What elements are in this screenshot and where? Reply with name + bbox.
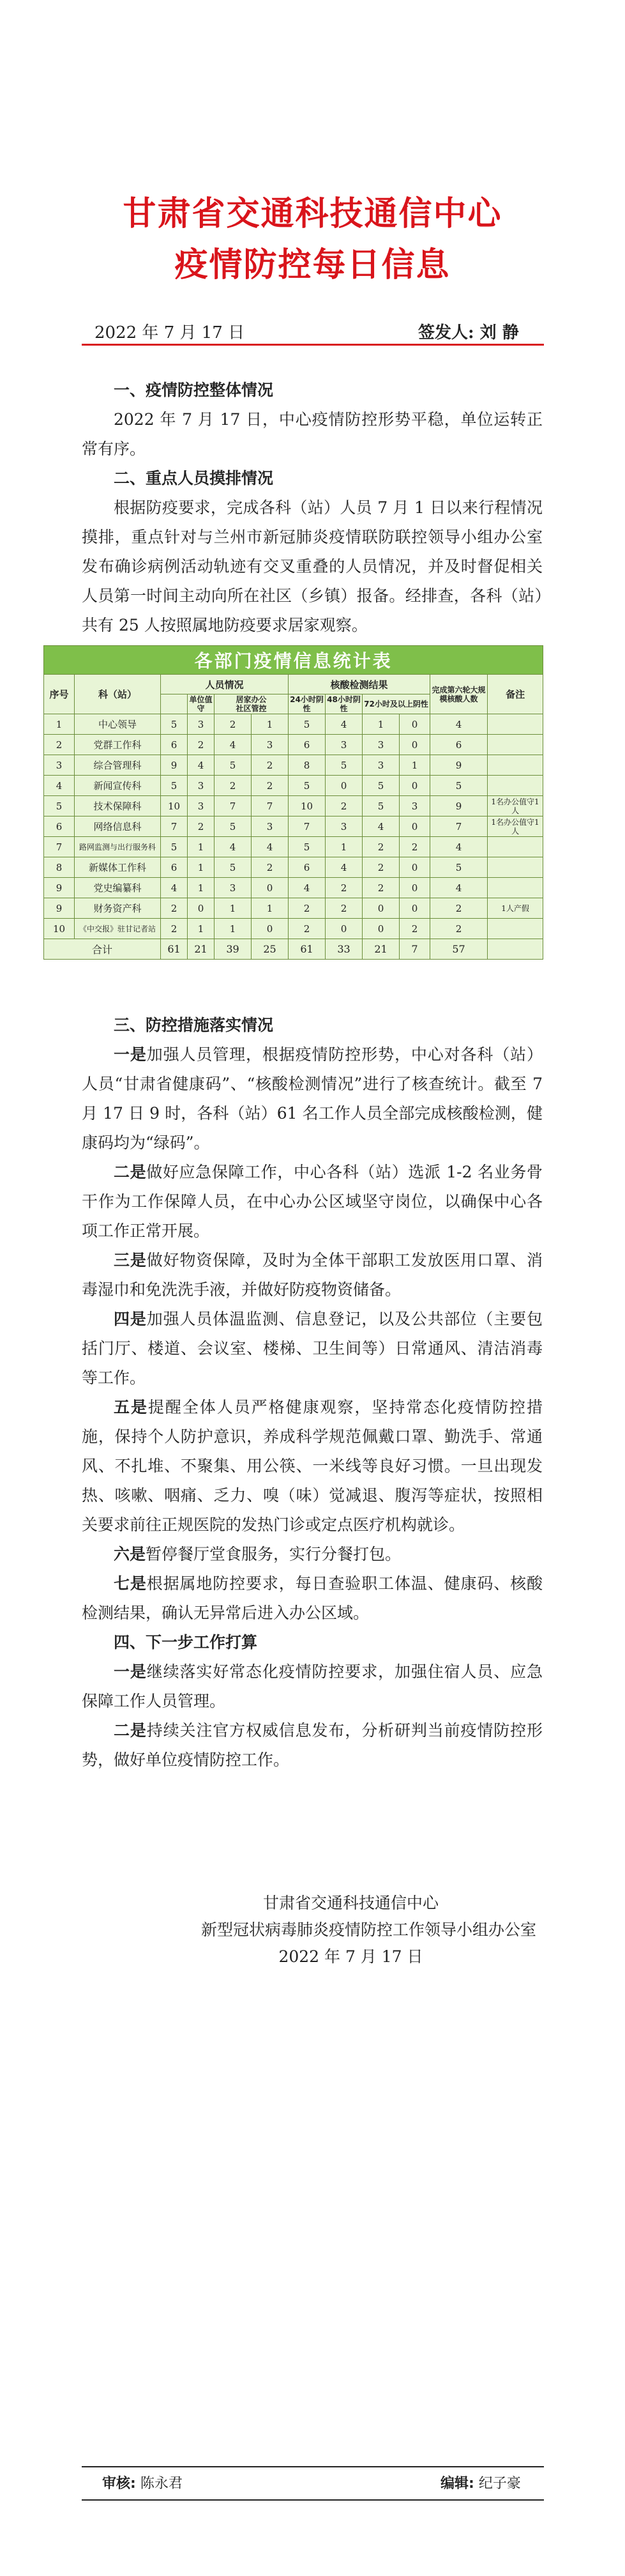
cell-home: 7	[215, 796, 252, 816]
measure-lead: 三是	[114, 1251, 147, 1269]
cell-total: 7	[161, 816, 188, 837]
table-row	[44, 919, 543, 939]
cell-remark	[488, 755, 543, 776]
cell-remark: 1人产假	[488, 898, 543, 919]
total-community: 25	[252, 939, 289, 960]
cell-home: 3	[215, 878, 252, 898]
header-home: 居家办公	[236, 695, 267, 704]
cell-dept: 新媒体工作科	[75, 857, 161, 878]
header-total	[161, 694, 188, 714]
cell-community: 3	[252, 816, 289, 837]
cell-h72: 0	[363, 919, 400, 939]
header-nucleic: 核酸检测结果	[289, 675, 430, 694]
section-4-heading: 四、下一步工作打算	[114, 1633, 258, 1652]
footer-bottom-rule	[82, 2499, 544, 2501]
header-h48: 48小时阴性	[326, 694, 363, 714]
measure-text: 做好物资保障，及时为全体干部职工发放医用口罩、消毒湿巾和免洗洗手液，并做好防疫物资储备。	[82, 1251, 543, 1299]
total-h24: 61	[289, 939, 326, 960]
cell-h24: 2	[289, 898, 326, 919]
cell-unit: 2	[188, 816, 215, 837]
cell-seq: 2	[44, 735, 75, 755]
issue-date: 2022 年 7 月 17 日	[94, 323, 245, 342]
table-row	[44, 776, 543, 796]
measure-lead: 一是	[114, 1045, 147, 1064]
total-sixth: 57	[430, 939, 488, 960]
signer-label: 签发人:	[418, 323, 474, 342]
cell-remark: 1名办公值守1人	[488, 796, 543, 816]
measure-item	[82, 1569, 543, 1628]
cell-other: 2	[400, 837, 430, 857]
cell-sixth: 2	[430, 919, 488, 939]
cell-other: 0	[400, 735, 430, 755]
cell-sixth: 2	[430, 898, 488, 919]
header-sixth: 完成第六轮大规模核酸人数	[430, 675, 488, 714]
cell-other: 3	[400, 796, 430, 816]
cell-h48: 2	[326, 878, 363, 898]
measure-text: 持续关注官方权威信息发布，分析研判当前疫情防控形势，做好单位疫情防控工作。	[82, 1721, 543, 1769]
signer-name: 刘 静	[479, 323, 519, 342]
cell-other: 0	[400, 816, 430, 837]
measure-lead: 六是	[114, 1545, 146, 1563]
footer-org-1: 甘肃省交通科技通信中心	[262, 1894, 439, 1912]
cell-total: 4	[161, 878, 188, 898]
cell-home: 4	[215, 735, 252, 755]
cell-other: 2	[400, 919, 430, 939]
total-h48: 33	[326, 939, 363, 960]
cell-h48: 4	[326, 714, 363, 735]
cell-community: 2	[252, 776, 289, 796]
cell-seq: 9	[44, 898, 75, 919]
measure-text: 提醒全体人员严格健康观察，坚持常态化疫情防控措施，保持个人防护意识，养成科学规范佩戴口罩、勤洗手、常通风、不扎堆、不聚集、用公筷、一米线等良好习惯。一旦出现发热、咳嗽、咽痛、乏力、嗅（味）觉减退、腹泻等症状，按照相关要求前往正规医院的发热门诊或定点医疗机构就诊。	[82, 1398, 543, 1534]
cell-h24: 5	[289, 776, 326, 796]
cell-other: 0	[400, 878, 430, 898]
cell-dept: 中心领导	[75, 714, 161, 735]
cell-dept: 技术保障科	[75, 796, 161, 816]
table-row	[44, 816, 543, 837]
cell-sixth: 5	[430, 776, 488, 796]
footer-top-rule	[82, 2466, 544, 2467]
cell-unit: 1	[188, 857, 215, 878]
total-other: 7	[400, 939, 430, 960]
cell-remark	[488, 714, 543, 735]
measure-item	[82, 1246, 543, 1305]
cell-remark	[488, 837, 543, 857]
table-row	[44, 735, 543, 755]
editor-label: 编辑:	[441, 2476, 474, 2492]
measure-item	[82, 1393, 543, 1540]
total-home: 39	[215, 939, 252, 960]
cell-remark	[488, 776, 543, 796]
cell-total: 2	[161, 919, 188, 939]
cell-unit: 1	[188, 878, 215, 898]
cell-h72: 3	[363, 755, 400, 776]
cell-other: 0	[400, 776, 430, 796]
measure-item	[82, 1040, 543, 1158]
cell-unit: 0	[188, 898, 215, 919]
section-2-text: 根据防疫要求，完成各科（站）人员 7 月 1 日以来行程情况摸排，重点针对与兰州市新冠肺炎疫情联防联控领导小组办公室发布确诊病例活动轨迹有交叉重叠的人员情况，并及时督促相关人员第一时间主动向所在社区（乡镇）报备。经排查，各科（站）共有 25 人按照属地防疫要求居家观察。	[82, 498, 543, 634]
cell-dept: 党史编纂科	[75, 878, 161, 898]
cell-remark	[488, 878, 543, 898]
cell-community: 2	[252, 755, 289, 776]
cell-total: 5	[161, 714, 188, 735]
header-unit: 单位值守	[188, 694, 215, 714]
cell-h48: 3	[326, 735, 363, 755]
header-h24: 24小时阴性	[289, 694, 326, 714]
measure-item	[82, 1305, 543, 1393]
cell-h48: 0	[326, 919, 363, 939]
cell-seq: 5	[44, 796, 75, 816]
table-row	[44, 796, 543, 816]
measure-item	[82, 1716, 543, 1775]
measure-text: 加强人员体温监测、信息登记，以及公共部位（主要包括门厅、楼道、会议室、楼梯、卫生间等）日常通风、清洁消毒等工作。	[82, 1310, 543, 1387]
cell-community: 0	[252, 878, 289, 898]
cell-seq: 8	[44, 857, 75, 878]
measure-lead: 二是	[114, 1721, 147, 1740]
table-row	[44, 714, 543, 735]
header-h72: 72小时及以上阴性	[363, 694, 430, 714]
cell-dept: 《中交报》驻甘记者站	[75, 919, 161, 939]
total-remark	[488, 939, 543, 960]
cell-dept: 财务资产科	[75, 898, 161, 919]
cell-h72: 3	[363, 735, 400, 755]
cell-unit: 1	[188, 837, 215, 857]
cell-h24: 5	[289, 837, 326, 857]
measure-item	[82, 1158, 543, 1246]
cell-sixth: 4	[430, 714, 488, 735]
cell-home: 5	[215, 755, 252, 776]
cell-community: 2	[252, 857, 289, 878]
cell-seq: 6	[44, 816, 75, 837]
stats-table	[43, 645, 543, 960]
measure-text: 暂停餐厅堂食服务，实行分餐打包。	[146, 1545, 402, 1563]
cell-total: 9	[161, 755, 188, 776]
total-unit: 21	[188, 939, 215, 960]
cell-other: 0	[400, 714, 430, 735]
cell-unit: 3	[188, 714, 215, 735]
table-total-row	[44, 939, 543, 960]
cell-h24: 6	[289, 857, 326, 878]
header-dept: 科（站）	[75, 675, 161, 714]
cell-home: 4	[215, 837, 252, 857]
footer-org-2: 新型冠状病毒肺炎疫情防控工作领导小组办公室	[200, 1920, 536, 1939]
section-2-heading: 二、重点人员摸排情况	[114, 469, 274, 487]
cell-h24: 10	[289, 796, 326, 816]
cell-dept: 党群工作科	[75, 735, 161, 755]
section-3-and-4	[82, 1011, 543, 1775]
cell-remark	[488, 857, 543, 878]
cell-unit: 4	[188, 755, 215, 776]
table-caption: 各部门疫情信息统计表	[44, 646, 543, 675]
cell-home: 1	[215, 919, 252, 939]
cell-sixth: 6	[430, 735, 488, 755]
cell-dept: 网络信息科	[75, 816, 161, 837]
editor-name: 纪子豪	[478, 2476, 521, 2492]
table-row	[44, 898, 543, 919]
cell-total: 6	[161, 735, 188, 755]
measure-item	[82, 1657, 543, 1716]
header-remark: 备注	[488, 675, 543, 714]
section-3-heading: 三、防控措施落实情况	[114, 1016, 274, 1034]
section-1-and-2	[82, 376, 543, 640]
cell-remark	[488, 735, 543, 755]
total-label: 合计	[44, 939, 161, 960]
cell-h72: 5	[363, 776, 400, 796]
cell-dept: 综合管理科	[75, 755, 161, 776]
cell-remark: 1名办公值守1人	[488, 816, 543, 837]
cell-h72: 0	[363, 898, 400, 919]
cell-community: 3	[252, 735, 289, 755]
document-title-line2: 疫情防控每日信息	[174, 246, 451, 284]
cell-h48: 2	[326, 898, 363, 919]
cell-h24: 7	[289, 816, 326, 837]
cell-h48: 4	[326, 857, 363, 878]
cell-unit: 1	[188, 919, 215, 939]
measure-text: 根据属地防控要求，每日查验职工体温、健康码、核酸检测结果，确认无异常后进入办公区域。	[82, 1574, 543, 1622]
cell-h72: 2	[363, 878, 400, 898]
cell-h48: 1	[326, 837, 363, 857]
cell-unit: 3	[188, 796, 215, 816]
cell-h48: 2	[326, 796, 363, 816]
signer	[418, 319, 519, 343]
editor	[441, 2472, 521, 2492]
header-divider	[82, 344, 544, 346]
cell-h24: 8	[289, 755, 326, 776]
cell-other: 1	[400, 755, 430, 776]
cell-community: 4	[252, 837, 289, 857]
cell-h24: 6	[289, 735, 326, 755]
cell-h72: 1	[363, 714, 400, 735]
header-community: 社区管控	[236, 704, 267, 713]
header-home-community	[215, 694, 289, 714]
cell-total: 5	[161, 837, 188, 857]
cell-h72: 4	[363, 816, 400, 837]
cell-h72: 2	[363, 837, 400, 857]
cell-sixth: 7	[430, 816, 488, 837]
section-4-items	[82, 1657, 543, 1775]
document-title-line1: 甘肃省交通科技通信中心	[123, 195, 502, 233]
cell-h72: 2	[363, 857, 400, 878]
cell-remark	[488, 919, 543, 939]
cell-sixth: 4	[430, 878, 488, 898]
cell-home: 5	[215, 857, 252, 878]
cell-community: 0	[252, 919, 289, 939]
cell-seq: 10	[44, 919, 75, 939]
cell-h48: 5	[326, 755, 363, 776]
cell-other: 0	[400, 857, 430, 878]
cell-sixth: 9	[430, 755, 488, 776]
cell-h24: 5	[289, 714, 326, 735]
measure-lead: 四是	[114, 1310, 147, 1328]
total-h72: 21	[363, 939, 400, 960]
measure-text: 继续落实好常态化疫情防控要求，加强住宿人员、应急保障工作人员管理。	[82, 1662, 543, 1710]
reviewer-name: 陈永君	[140, 2476, 183, 2492]
cell-sixth: 9	[430, 796, 488, 816]
cell-seq: 1	[44, 714, 75, 735]
section-1-heading: 一、疫情防控整体情况	[114, 381, 274, 399]
table-row	[44, 878, 543, 898]
measure-lead: 七是	[114, 1574, 147, 1593]
cell-unit: 3	[188, 776, 215, 796]
cell-home: 2	[215, 714, 252, 735]
table-row	[44, 837, 543, 857]
cell-total: 10	[161, 796, 188, 816]
reviewer	[102, 2472, 183, 2492]
cell-community: 1	[252, 898, 289, 919]
footer-date: 2022 年 7 月 17 日	[278, 1947, 423, 1966]
cell-h48: 3	[326, 816, 363, 837]
measure-text: 做好应急保障工作，中心各科（站）选派 1-2 名业务骨干作为工作保障人员，在中心办公区域坚守岗位，以确保中心各项工作正常开展。	[82, 1163, 543, 1240]
reviewer-label: 审核:	[102, 2476, 136, 2492]
total-total: 61	[161, 939, 188, 960]
cell-sixth: 4	[430, 837, 488, 857]
cell-h72: 5	[363, 796, 400, 816]
table-body	[44, 714, 543, 960]
cell-home: 1	[215, 898, 252, 919]
section-3-items	[82, 1040, 543, 1628]
cell-home: 5	[215, 816, 252, 837]
cell-sixth: 5	[430, 857, 488, 878]
cell-seq: 9	[44, 878, 75, 898]
table-row	[44, 755, 543, 776]
cell-h24: 4	[289, 878, 326, 898]
measure-text: 加强人员管理，根据疫情防控形势，中心对各科（站）人员“甘肃省健康码”、“核酸检测情况”进行了核查统计。截至 7 月 17 日 9 时，各科（站）61 名工作人员全部完成核酸检测，健康码均为“绿码”。	[82, 1045, 543, 1152]
cell-h48: 0	[326, 776, 363, 796]
header-seq: 序号	[44, 675, 75, 714]
section-1-text: 2022 年 7 月 17 日，中心疫情防控形势平稳，单位运转正常有序。	[82, 410, 543, 458]
cell-unit: 2	[188, 735, 215, 755]
cell-community: 1	[252, 714, 289, 735]
measure-item	[82, 1540, 543, 1569]
cell-h24: 2	[289, 919, 326, 939]
cell-total: 5	[161, 776, 188, 796]
cell-total: 6	[161, 857, 188, 878]
measure-lead: 二是	[114, 1163, 147, 1181]
cell-dept: 路网监测与出行服务科	[75, 837, 161, 857]
cell-dept: 新闻宣传科	[75, 776, 161, 796]
cell-seq: 4	[44, 776, 75, 796]
table-row	[44, 857, 543, 878]
header-personnel: 人员情况	[161, 675, 289, 694]
measure-lead: 一是	[114, 1662, 147, 1681]
measure-lead: 五是	[114, 1398, 148, 1416]
cell-seq: 3	[44, 755, 75, 776]
cell-community: 7	[252, 796, 289, 816]
cell-other: 0	[400, 898, 430, 919]
cell-total: 2	[161, 898, 188, 919]
cell-home: 2	[215, 776, 252, 796]
cell-seq: 7	[44, 837, 75, 857]
